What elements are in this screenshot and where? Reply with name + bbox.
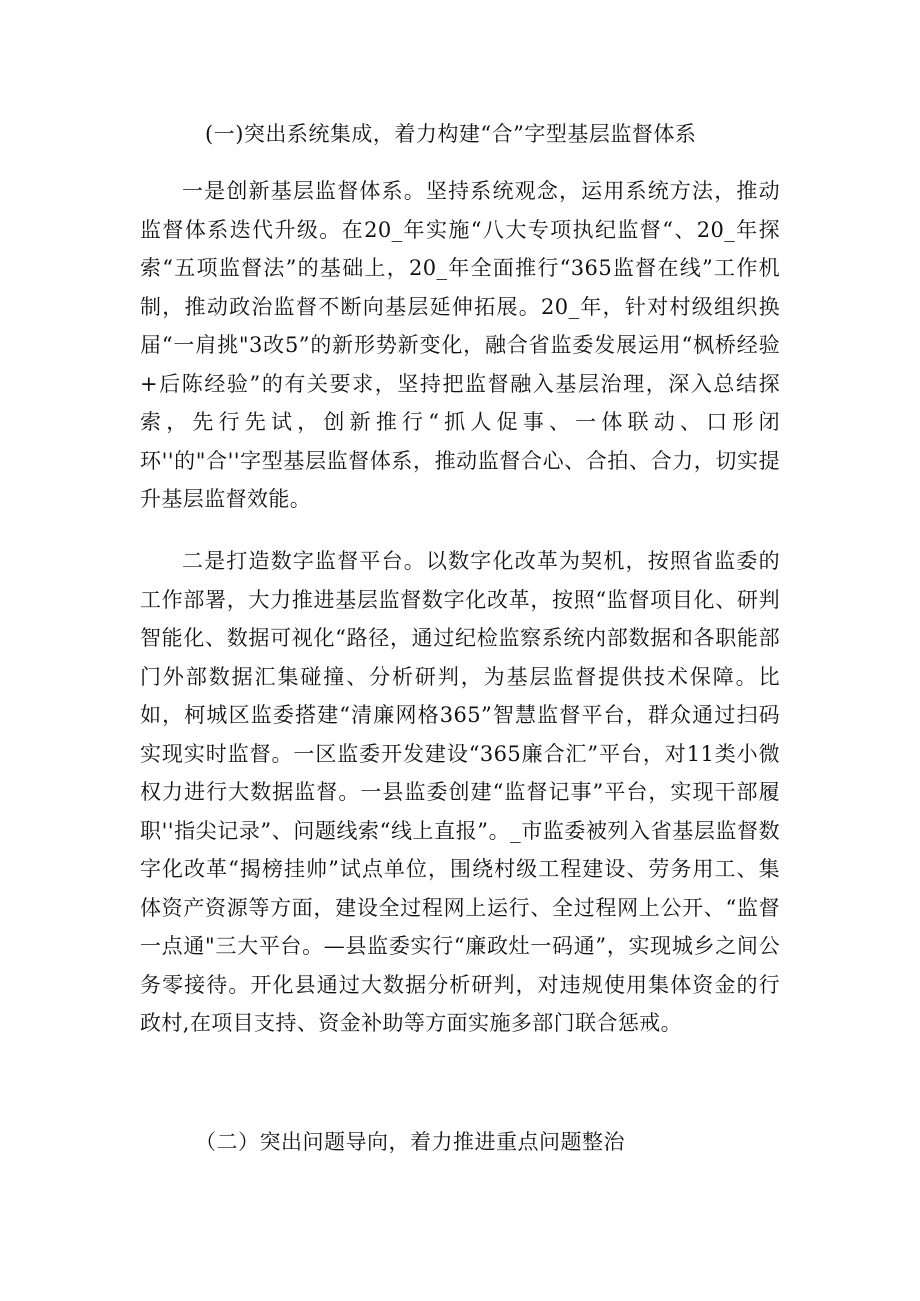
paragraph-digital-platform: 二是打造数字监督平台。以数字化改革为契机，按照省监委的工作部署，大力推进基层监督数字化改革，按照“监督项目化、研判智能化、数据可视化“路径，通过纪检监察系统内部数据和各职能部门外部数据汇集碰撞、分析研判，为基层监督提供技术保障。比如，柯城区监委搭建“清廉网格365”智慧监督平台，群众通过扫码实现实时监督。一区监委开发建设“365廉合汇”平台，对11类小微权力进行大数据监督。一县监委创建“监督记事”平台，实现干部履职''指尖记录”、问题线索“线上直报”。_市监委被列入省基层监督数字化改革“揭榜挂帅”试点单位，围绕村级工程建设、劳务用工、集体资产资源等方面，建设全过程网上运行、全过程网上公开、“监督一点通"三大平台。—县监委实行“廉政灶一码通”，实现城乡之间公务零接待。开化县通过大数据分析研判，对违规使用集体资金的行政村,在项目支持、资金补助等方面实施多部门联合惩戒。 <box>140 549 780 1035</box>
paragraph-supervision-system: 一是创新基层监督体系。坚持系统观念，运用系统方法，推动监督体系迭代升级。在20_年实施“八大专项执纪监督“、20_年探索“五项监督法”的基础上，20_年全面推行“365监督在线”工作机制，推动政治监督不断向基层延伸拓展。20_年，针对村级组织换届“一肩挑"3改5”的新形势新变化，融合省监委发展运用“枫桥经验+后陈经验”的有关要求，坚持把监督融入基层治理，深入总结探索，先行先试，创新推行“抓人促事、一体联动、口形闭环''的"合''字型基层监督体系，推动监督合心、合拍、合力，切实提升基层监督效能。 <box>140 179 780 511</box>
section-heading-2: （二）突出问题导向，着力推进重点问题整治 <box>195 1130 625 1154</box>
section-heading-1: (一)突出系统集成，着力构建“合”字型基层监督体系 <box>205 122 697 146</box>
